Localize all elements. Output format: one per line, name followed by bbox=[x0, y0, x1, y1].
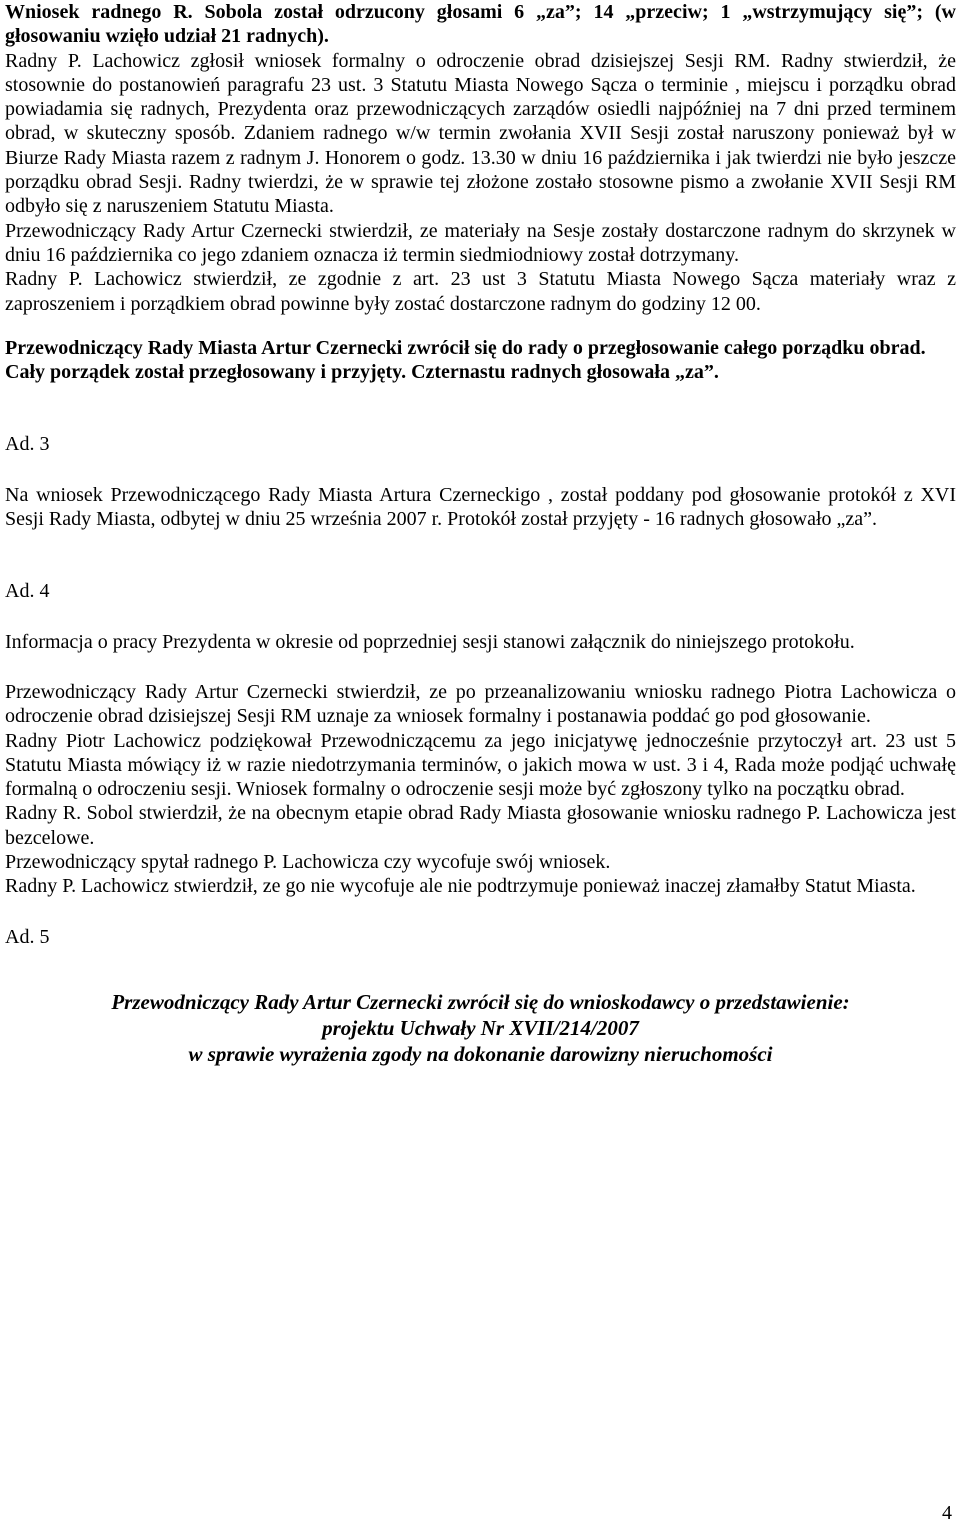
lachowicz-final-paragraph: Radny P. Lachowicz stwierdził, ze go nie wycofuje ale nie podtrzymuje ponieważ inaczej złamałby Statut Miasta. bbox=[5, 875, 916, 898]
agenda-vote-result: Cały porządek został przegłosowany i przyjęty. Czternastu radnych głosowała „za”. bbox=[5, 361, 719, 384]
spacer bbox=[5, 604, 956, 630]
section-heading-ad4: Ad. 4 bbox=[5, 580, 50, 603]
agenda-vote-request: Przewodniczący Rady Miasta Artur Czernecki zwrócił się do rady o przegłosowanie całego porządku obrad. bbox=[5, 336, 926, 359]
resolution-announcement bbox=[5, 989, 956, 1067]
page-number: 4 bbox=[942, 1502, 952, 1524]
lachowicz-statement-paragraph: Radny Piotr Lachowicz podziękował Przewodniczącemu za jego inicjatywę jednocześnie przytoczył art. 23 ust 5 Statutu Miasta mówiący iż w razie niedotrzymania terminów, o jakich mowa w ust. 3 i 4, Rada może podjąć uchwałę formalną o odroczeniu sesji. Wniosek formalny o odroczenie sesji może być zgłoszony tylko na początku obrad. bbox=[5, 729, 956, 801]
spacer bbox=[5, 384, 956, 432]
ad3-paragraph: Na wniosek Przewodniczącego Rady Miasta Artura Czerneckigo , został poddany pod głosowanie protokół z XVI Sesji Rady Miasta, odbytej w dniu 25 września 2007 r. Protokół został przyjęty - 16 radnych głosowało „za”. bbox=[5, 483, 956, 531]
councillor-reply-paragraph: Radny P. Lachowicz stwierdził, ze zgodnie z art. 23 ust 3 Statutu Miasta Nowego Sącza materiały wraz z zaproszeniem i porządkiem obrad powinne były zostać dostarczone radnym do godziny 12 00. bbox=[5, 268, 956, 315]
vote-result-paragraph: Wniosek radnego R. Sobola został odrzucony głosami 6 „za”; 14 „przeciw; 1 „wstrzymujący się”; (w głosowaniu wzięło udział 21 radnych). bbox=[5, 1, 956, 48]
document-page bbox=[5, 0, 956, 1067]
chair-question-paragraph: Przewodniczący spytał radnego P. Lachowicza czy wycofuje swój wniosek. bbox=[5, 851, 611, 874]
ad4-paragraph: Informacja o pracy Prezydenta w okresie od poprzedniej sesji stanowi załącznik do niniejszego protokołu. bbox=[5, 630, 855, 653]
motion-paragraph: Radny P. Lachowicz zgłosił wniosek formalny o odroczenie obrad dzisiejszej Sesji RM. Radny stwierdził, że stosownie do postanowień paragrafu 23 ust. 3 Statutu Miasta Nowego Sącza o terminie , miejscu i porządku obrad powiadamia się radnych, Prezydenta oraz przewodniczących zarządów osiedli najpóźniej na 7 dni przed terminem obrad, w skuteczny sposób. Zdaniem radnego w/w termin zwołania XVII Sesji został naruszony ponieważ był w Biurze Rady Miasta razem z radnym J. Honorem o godz. 13.30 w dniu 16 października i jak twierdzi nie było jeszcze porządku obrad Sesji. Radny twierdzi, że w sprawie tej złożone zostało stosowne pismo a zwołanie XVII Sesji RM odbyło się z naruszeniem Statutu Miasta. bbox=[5, 49, 956, 218]
spacer bbox=[5, 316, 956, 336]
section-heading-ad3: Ad. 3 bbox=[5, 433, 50, 456]
resolution-subject: w sprawie wyrażenia zgody na dokonanie darowizny nieruchomości bbox=[188, 1041, 773, 1066]
resolution-intro: Przewodniczący Rady Artur Czernecki zwrócił się do wnioskodawcy o przedstawienie: bbox=[111, 989, 850, 1014]
sobol-statement-paragraph: Radny R. Sobol stwierdził, że na obecnym etapie obrad Rady Miasta głosowanie wniosku radnego P. Lachowicza jest bezcelowe. bbox=[5, 802, 956, 849]
chair-response-paragraph: Przewodniczący Rady Artur Czernecki stwierdził, ze materiały na Sesje zostały dostarczone radnym do skrzynek w dniu 16 października co jego zdaniem oznacza iż termin siedmiodniowy został dotrzymany. bbox=[5, 219, 956, 266]
spacer bbox=[5, 531, 956, 579]
resolution-number: projektu Uchwały Nr XVII/214/2007 bbox=[322, 1015, 639, 1040]
spacer bbox=[5, 457, 956, 483]
chair-decision-paragraph: Przewodniczący Rady Artur Czernecki stwierdził, ze po przeanalizowaniu wniosku radnego Piotra Lachowicza o odroczenie obrad dzisiejszej Sesji RM uznaje za wniosek formalny i postanawia poddać go pod głosowanie. bbox=[5, 680, 956, 728]
spacer bbox=[5, 654, 956, 680]
section-heading-ad5: Ad. 5 bbox=[5, 925, 50, 948]
spacer bbox=[5, 899, 956, 925]
